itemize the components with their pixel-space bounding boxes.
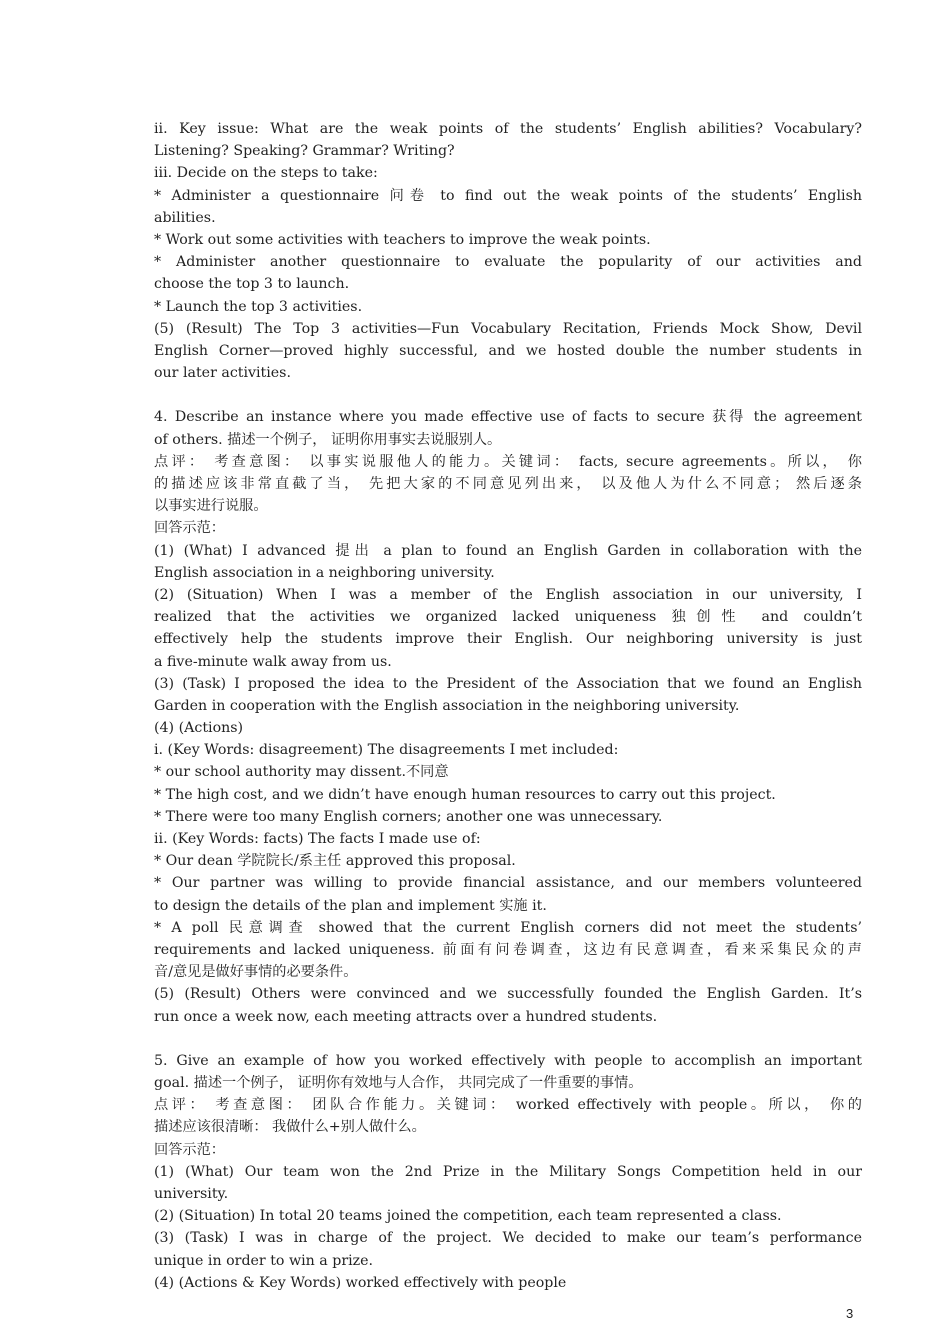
- text-line: iii. Decide on the steps to take:: [154, 165, 378, 182]
- text-line: (5) (Result) Others were convinced and we successfully founded the English Garden. It’s: [154, 986, 862, 1003]
- text-line: 点评： 考查意图： 以事实说服他人的能力。关键词： facts, secure agreements。所以， 你: [154, 453, 862, 470]
- text-line: of others. 描述一个例子， 证明你用事实去说服别人。: [154, 431, 502, 448]
- text-line: * Our partner was willing to provide financial assistance, and our members volunteered: [154, 875, 862, 892]
- section-gap: [154, 384, 862, 406]
- text-line: ii. Key issue: What are the weak points of the students’ English abilities? Vocabulary?: [154, 121, 862, 137]
- text-line: 4. Describe an instance where you made effective use of facts to secure 获得 the agreement: [154, 409, 862, 426]
- text-line: unique in order to win a prize.: [154, 1252, 374, 1269]
- text-line: 描述应该很清晰： 我做什么+别人做什么。: [154, 1119, 426, 1136]
- text-line: 回答示范：: [154, 1141, 225, 1158]
- text-line: 5. Give an example of how you worked effectively with people to accomplish an important: [154, 1052, 862, 1069]
- section-gap: [154, 1028, 862, 1050]
- text-line: (3) (Task) I was in charge of the project. We decided to make our team’s performance: [154, 1230, 862, 1247]
- text-line: Garden in cooperation with the English association in the neighboring university.: [154, 697, 740, 714]
- text-line: * Administer another questionnaire to evaluate the popularity of our activities and: [154, 254, 862, 271]
- text-line: * The high cost, and we didn’t have enough human resources to carry out this project.: [154, 786, 776, 803]
- text-line: (2) (Situation) When I was a member of the English association in our university, I: [154, 586, 862, 603]
- page-number: 3: [846, 1306, 854, 1321]
- text-line: i. (Key Words: disagreement) The disagreements I met included:: [154, 742, 619, 759]
- text-line: (4) (Actions): [154, 720, 244, 737]
- text-line: 以事实进行说服。: [154, 498, 268, 515]
- text-line: (5) (Result) The Top 3 activities—Fun Vocabulary Recitation, Friends Mock Show, Devil: [154, 320, 862, 337]
- text-line: a five-minute walk away from us.: [154, 653, 392, 670]
- text-line: goal. 描述一个例子， 证明你有效地与人合作， 共同完成了一件重要的事情。: [154, 1075, 643, 1092]
- text-line: * Launch the top 3 activities.: [154, 298, 363, 315]
- section: [154, 1050, 862, 1294]
- text-line: realized that the activities we organized lacked uniqueness 独创性 and couldn’t: [154, 609, 862, 626]
- text-line: * A poll 民意调查 showed that the current English corners did not meet the students’: [154, 919, 862, 936]
- text-line: * Administer a questionnaire 问卷 to find out the weak points of the students’ English: [154, 187, 862, 204]
- text-line: 回答示范：: [154, 520, 225, 537]
- section: [154, 406, 862, 1027]
- text-line: choose the top 3 to launch.: [154, 276, 350, 293]
- section: [154, 118, 862, 384]
- text-line: English association in a neighboring university.: [154, 564, 495, 581]
- text-line: English Corner—proved highly successful, and we hosted double the number students in: [154, 342, 862, 359]
- text-line: to design the details of the plan and implement 实施 it.: [154, 897, 547, 914]
- text-line: * Our dean 学院院长/系主任 approved this proposal.: [154, 853, 516, 870]
- text-line: effectively help the students improve their English. Our neighboring university is just: [154, 631, 862, 648]
- text-line: requirements and lacked uniqueness. 前面有问卷调查，这边有民意调查，看来采集民众的声: [154, 941, 862, 958]
- text-line: (2) (Situation) In total 20 teams joined the competition, each team represented a class.: [154, 1208, 782, 1225]
- text-line: (3) (Task) I proposed the idea to the President of the Association that we found an English: [154, 675, 862, 692]
- document-body: [154, 118, 862, 1294]
- text-line: 点评： 考查意图： 团队合作能力。关键词： worked effectively with people。所以， 你的: [154, 1097, 862, 1114]
- text-line: ii. (Key Words: facts) The facts I made use of:: [154, 831, 481, 847]
- text-line: 音/意见是做好事情的必要条件。: [154, 964, 358, 981]
- text-line: (1) (What) I advanced 提出 a plan to found an English Garden in collaboration with the: [154, 542, 862, 559]
- text-line: * Work out some activities with teachers to improve the weak points.: [154, 231, 651, 248]
- text-line: * There were too many English corners; another one was unnecessary.: [154, 808, 663, 825]
- text-line: abilities.: [154, 209, 216, 226]
- text-line: university.: [154, 1186, 229, 1202]
- text-line: 的描述应该非常直截了当， 先把大家的不同意见列出来， 以及他人为什么不同意； 然后逐条: [154, 476, 862, 492]
- text-line: Listening? Speaking? Grammar? Writing?: [154, 143, 455, 160]
- text-line: (4) (Actions & Key Words) worked effectively with people: [154, 1274, 567, 1291]
- text-line: (1) (What) Our team won the 2nd Prize in the Military Songs Competition held in our: [154, 1163, 862, 1180]
- text-line: our later activities.: [154, 365, 291, 382]
- text-line: * our school authority may dissent.不同意: [154, 764, 449, 781]
- text-line: run once a week now, each meeting attracts over a hundred students.: [154, 1008, 658, 1025]
